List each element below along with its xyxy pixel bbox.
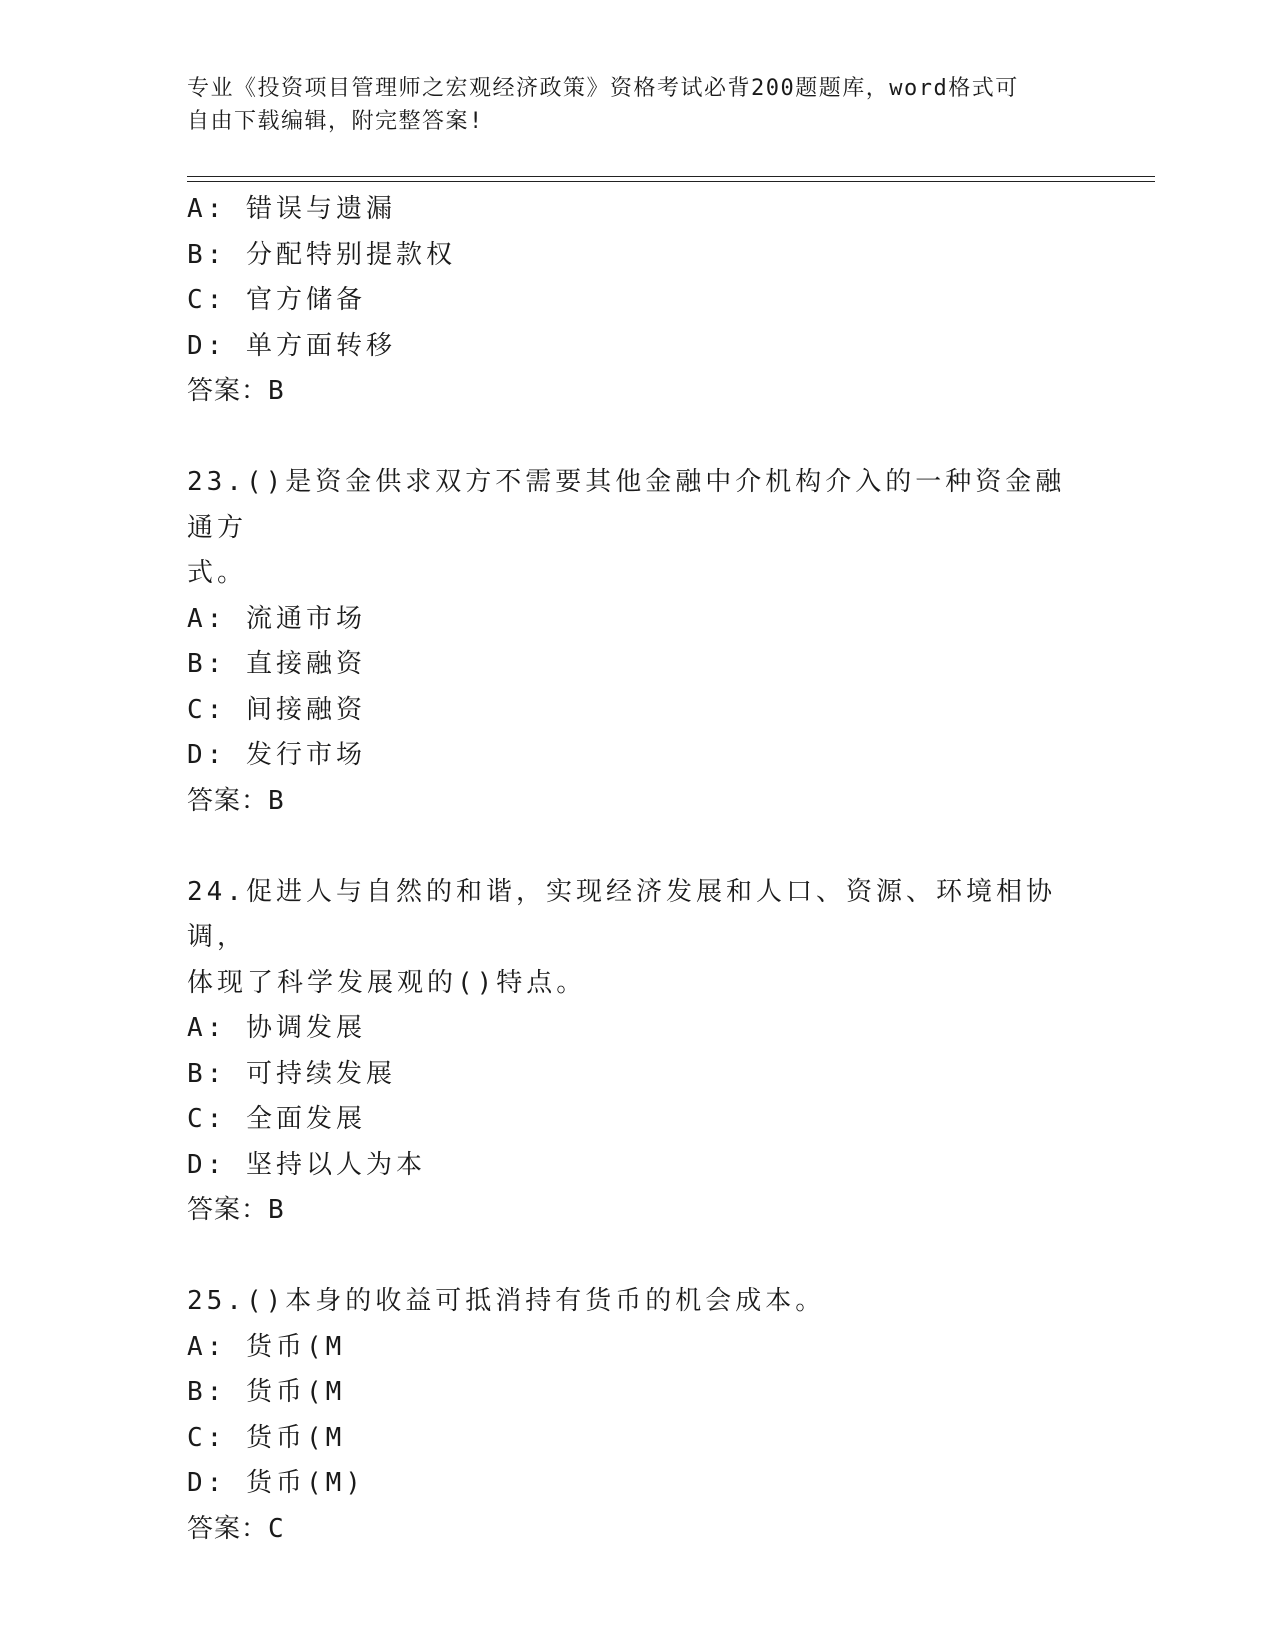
header-rule-bottom xyxy=(187,181,1155,182)
q23-option-a: A: 流通市场 xyxy=(187,603,366,634)
q24-option-b: B: 可持续发展 xyxy=(187,1058,396,1089)
question-23 xyxy=(187,460,1087,824)
q23-option-b: B: 直接融资 xyxy=(187,649,366,679)
header-title-line-1: 专业《投资项目管理师之宏观经济政策》资格考试必背200题题库，word格式可 xyxy=(187,76,1019,101)
q24-stem-line-2: 体现了科学发展观的()特点。 xyxy=(187,967,587,998)
spacer xyxy=(187,1234,1087,1280)
q24-option-c: C: 全面发展 xyxy=(187,1104,366,1134)
q23-stem-line-1: 23.()是资金供求双方不需要其他金融中介机构介入的一种资金融通方 xyxy=(187,467,1066,543)
q22-answer: 答案：B xyxy=(187,376,285,406)
q22-option-b: B: 分配特别提款权 xyxy=(187,239,456,270)
q23-answer: 答案：B xyxy=(187,785,285,816)
q24-option-d: D: 坚持以人为本 xyxy=(187,1149,426,1180)
q25-option-b: B: 货币(M xyxy=(187,1377,346,1407)
q22-option-c: C: 官方储备 xyxy=(187,285,366,315)
header-title-line-2: 自由下载编辑，附完整答案! xyxy=(187,109,484,134)
q22-option-d: D: 单方面转移 xyxy=(187,330,396,361)
q24-answer: 答案：B xyxy=(187,1195,285,1225)
spacer xyxy=(187,824,1087,870)
q25-answer: 答案：C xyxy=(187,1513,285,1544)
question-22 xyxy=(187,187,1087,415)
question-24 xyxy=(187,870,1087,1234)
q24-option-a: A: 协调发展 xyxy=(187,1013,366,1043)
spacer xyxy=(187,415,1087,461)
q23-stem-line-2: 式。 xyxy=(187,558,248,588)
q22-option-a: A: 错误与遗漏 xyxy=(187,194,396,224)
question-25 xyxy=(187,1279,1087,1552)
q25-stem-line-1: 25.()本身的收益可抵消持有货币的机会成本。 xyxy=(187,1286,826,1316)
q25-option-d: D: 货币(M) xyxy=(187,1468,365,1498)
q25-option-c: C: 货币(M xyxy=(187,1422,346,1453)
q23-option-c: C: 间接融资 xyxy=(187,694,366,725)
document-header xyxy=(187,72,1067,138)
question-list xyxy=(187,187,1087,1552)
header-rule-top xyxy=(187,176,1155,177)
q25-option-a: A: 货币(M xyxy=(187,1331,346,1362)
q24-stem-line-1: 24.促进人与自然的和谐，实现经济发展和人口、资源、环境相协调， xyxy=(187,876,1056,952)
q23-option-d: D: 发行市场 xyxy=(187,740,366,770)
